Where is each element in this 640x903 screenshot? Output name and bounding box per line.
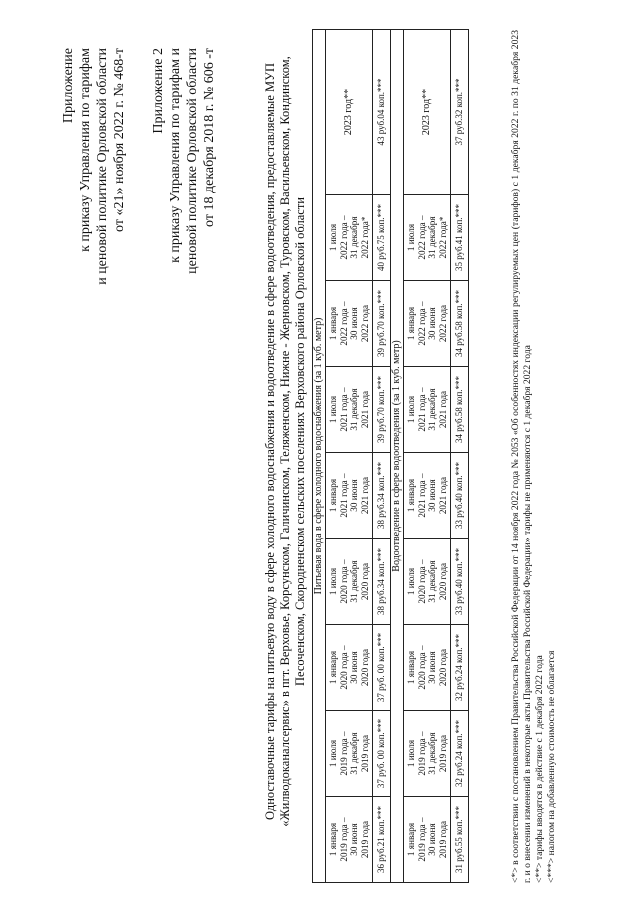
period-line: 1 июля	[405, 567, 416, 596]
period-header-cell	[326, 539, 373, 625]
period-line: 30 июня	[349, 307, 360, 340]
tariff-value-cell: 34 руб.58 коп.***	[451, 281, 469, 367]
tariff-value-cell: 37 руб.32 коп.***	[451, 29, 469, 194]
period-line: 1 июля	[328, 739, 338, 768]
tariff-value-row	[451, 29, 469, 882]
period-line: 1 января	[405, 478, 416, 513]
period-line: 1 января	[328, 650, 338, 685]
period-line: 1 января	[328, 822, 338, 857]
period-line: 2023 год**	[420, 88, 432, 136]
period-line: 30 июня	[427, 307, 438, 340]
appendix-block-original	[150, 48, 218, 274]
tariff-value-cell: 33 руб.40 коп.***	[451, 453, 469, 539]
tariff-value-cell: 38 руб.34 коп.***	[373, 453, 391, 539]
period-line: 2022 года –	[338, 301, 349, 346]
period-line: 2020 года –	[338, 559, 349, 604]
period-line: 1 июля	[405, 223, 416, 252]
tariff-value-cell: 37 руб. 00 коп.***	[373, 711, 391, 797]
period-line: 31 декабря	[349, 732, 360, 775]
period-header-cell	[403, 453, 450, 539]
appendix-line: ценовой политике Орловской области	[185, 48, 200, 274]
tariff-value-cell: 31 руб.55 коп.***	[451, 797, 469, 883]
period-line: 31 декабря	[427, 388, 438, 431]
period-line: 30 июня	[427, 823, 438, 856]
period-line: 2023 год**	[342, 88, 354, 136]
period-line: 2021 года –	[338, 473, 349, 518]
period-line: 2021 года	[359, 390, 370, 429]
period-header-cell	[403, 195, 450, 281]
period-line: 2019 года	[437, 734, 448, 773]
appendix-title: Приложение	[61, 48, 76, 124]
period-line: 2022 года	[437, 304, 448, 343]
period-header-cell	[403, 711, 450, 797]
period-header-cell	[326, 29, 373, 194]
period-line: 2022 года –	[416, 301, 427, 346]
period-line: 2021 года	[437, 476, 448, 515]
period-line: 2021 года –	[338, 387, 349, 432]
tariff-value-cell: 32 руб.24 коп.***	[451, 625, 469, 711]
period-line: 2020 года	[359, 562, 370, 601]
period-line: 2019 года –	[338, 817, 349, 862]
period-header-cell	[403, 797, 450, 883]
tariff-value-cell: 38 руб.34 коп.***	[373, 539, 391, 625]
period-line: 2022 года –	[416, 215, 427, 260]
period-line: 2019 года	[437, 820, 448, 859]
period-line: 2022 года*	[437, 216, 448, 259]
period-line: 2019 года	[359, 734, 370, 773]
period-line: 1 июля	[328, 223, 338, 252]
period-header-cell	[403, 367, 450, 453]
period-header-cell	[326, 625, 373, 711]
footnote: <***> налогом на добавленную стоимость не облагается	[546, 650, 557, 883]
period-header-cell	[403, 539, 450, 625]
period-line: 2022 года –	[338, 215, 349, 260]
period-line: 2019 года –	[416, 817, 427, 862]
period-header-row	[403, 29, 450, 882]
document-heading: Одноставочные тарифы на питьевую воду в сфере холодного водоснабжения и водоотведение в сфере водоотведения, предоставляемые МУП «Жилводоканалсервис» в пгт. Верховье, Корсунском, Галичинском, Теляженском, Нижне - Жерновском, Туровском, Васильевском, Кондинском, Песоченском, Скородненском сельских поселениях Верховского района Орловской области	[263, 56, 307, 827]
appendix-line: и ценовой политике Орловской области	[95, 48, 110, 285]
period-header-row	[326, 29, 373, 882]
period-line: 2020 года	[359, 648, 370, 687]
period-line: 2021 года	[437, 390, 448, 429]
period-line: 2020 года –	[416, 645, 427, 690]
period-line: 2021 года	[359, 476, 370, 515]
period-header-cell	[326, 711, 373, 797]
period-line: 2020 года –	[416, 559, 427, 604]
period-line: 2022 года*	[359, 216, 370, 259]
period-line: 2022 года	[359, 304, 370, 343]
tariff-value-cell: 43 руб.04 коп.***	[373, 29, 391, 194]
period-line: 2019 года	[359, 820, 370, 859]
tariff-value-cell: 32 руб.24 коп.***	[451, 711, 469, 797]
footnote: <**> тарифы вводятся в действие с 1 декабря 2022 года	[534, 655, 545, 883]
tariff-value-cell: 33 руб.40 коп.***	[451, 539, 469, 625]
appendix-block-current	[60, 48, 128, 285]
tariff-value-cell: 37 руб. 00 коп.***	[373, 625, 391, 711]
period-line: 30 июня	[349, 479, 360, 512]
period-line: 30 июня	[349, 823, 360, 856]
appendix-line: к приказу Управления по тарифам	[78, 48, 93, 252]
section-title: Водоотведение в сфере водоотведения (за 1 куб. метр)	[390, 29, 403, 882]
period-header-cell	[403, 281, 450, 367]
tariff-value-cell: 39 руб.70 коп.***	[373, 281, 391, 367]
period-line: 2020 года	[437, 648, 448, 687]
tariff-value-cell: 39 руб.70 коп.***	[373, 367, 391, 453]
period-line: 1 июля	[405, 395, 416, 424]
period-line: 2021 года –	[416, 473, 427, 518]
tariff-value-cell: 34 руб.58 коп.***	[451, 367, 469, 453]
appendix-date-number: от 18 декабря 2018 г. № 606 -т	[202, 48, 217, 227]
period-header-cell	[326, 367, 373, 453]
period-line: 2019 года –	[338, 731, 349, 776]
period-line: 30 июня	[427, 651, 438, 684]
period-line: 2020 года	[437, 562, 448, 601]
tariff-value-row	[373, 29, 391, 882]
period-header-cell	[326, 797, 373, 883]
appendix-line: к приказу Управления по тарифам и	[168, 48, 183, 263]
period-line: 2021 года –	[416, 387, 427, 432]
period-line: 1 января	[328, 306, 338, 341]
section-title-row	[390, 29, 403, 882]
period-line: 31 декабря	[349, 216, 360, 259]
period-header-cell	[403, 625, 450, 711]
period-line: 31 декабря	[349, 560, 360, 603]
period-line: 30 июня	[427, 479, 438, 512]
tariff-value-cell: 35 руб.41 коп.***	[451, 195, 469, 281]
period-line: 30 июня	[349, 651, 360, 684]
period-line: 2020 года –	[338, 645, 349, 690]
period-header-cell	[326, 453, 373, 539]
period-header-cell	[326, 195, 373, 281]
section-title: Питьевая вода в сфере холодного водоснабжения (за 1 куб. метр)	[313, 29, 326, 882]
period-line: 1 июля	[405, 739, 416, 768]
period-line: 1 января	[328, 478, 338, 513]
tariff-value-cell: 36 руб.21 коп.***	[373, 797, 391, 883]
period-line: 1 января	[405, 822, 416, 857]
period-header-cell	[326, 281, 373, 367]
section-title-row	[313, 29, 326, 882]
period-line: 1 июля	[328, 395, 338, 424]
period-line: 1 января	[405, 650, 416, 685]
period-header-cell	[403, 29, 450, 194]
period-line: 31 декабря	[349, 388, 360, 431]
footnote: <*> в соответствии с постановлением Правительства Российской Федерации от 14 ноября 2022 года № 2053 «Об особенностях индексации регулируемых цен (тарифов) с 1 декабря 2022 г. по 31 декабря 2023 г. и о внесении изменений в некоторые акты Правительства Российской Федерации» тарифы не применяются с 1 декабря 2022 года	[510, 30, 533, 883]
period-line: 1 января	[405, 306, 416, 341]
tariff-table	[312, 29, 469, 883]
period-line: 1 июля	[328, 567, 338, 596]
tariff-value-cell: 40 руб.75 коп.***	[373, 195, 391, 281]
appendix-date-number: от «21» ноября 2022 г. № 468-т	[112, 48, 127, 232]
period-line: 31 декабря	[427, 216, 438, 259]
footnotes	[510, 30, 558, 883]
appendix-title: Приложение 2	[151, 48, 166, 134]
period-line: 31 декабря	[427, 732, 438, 775]
period-line: 31 декабря	[427, 560, 438, 603]
period-line: 2019 года –	[416, 731, 427, 776]
